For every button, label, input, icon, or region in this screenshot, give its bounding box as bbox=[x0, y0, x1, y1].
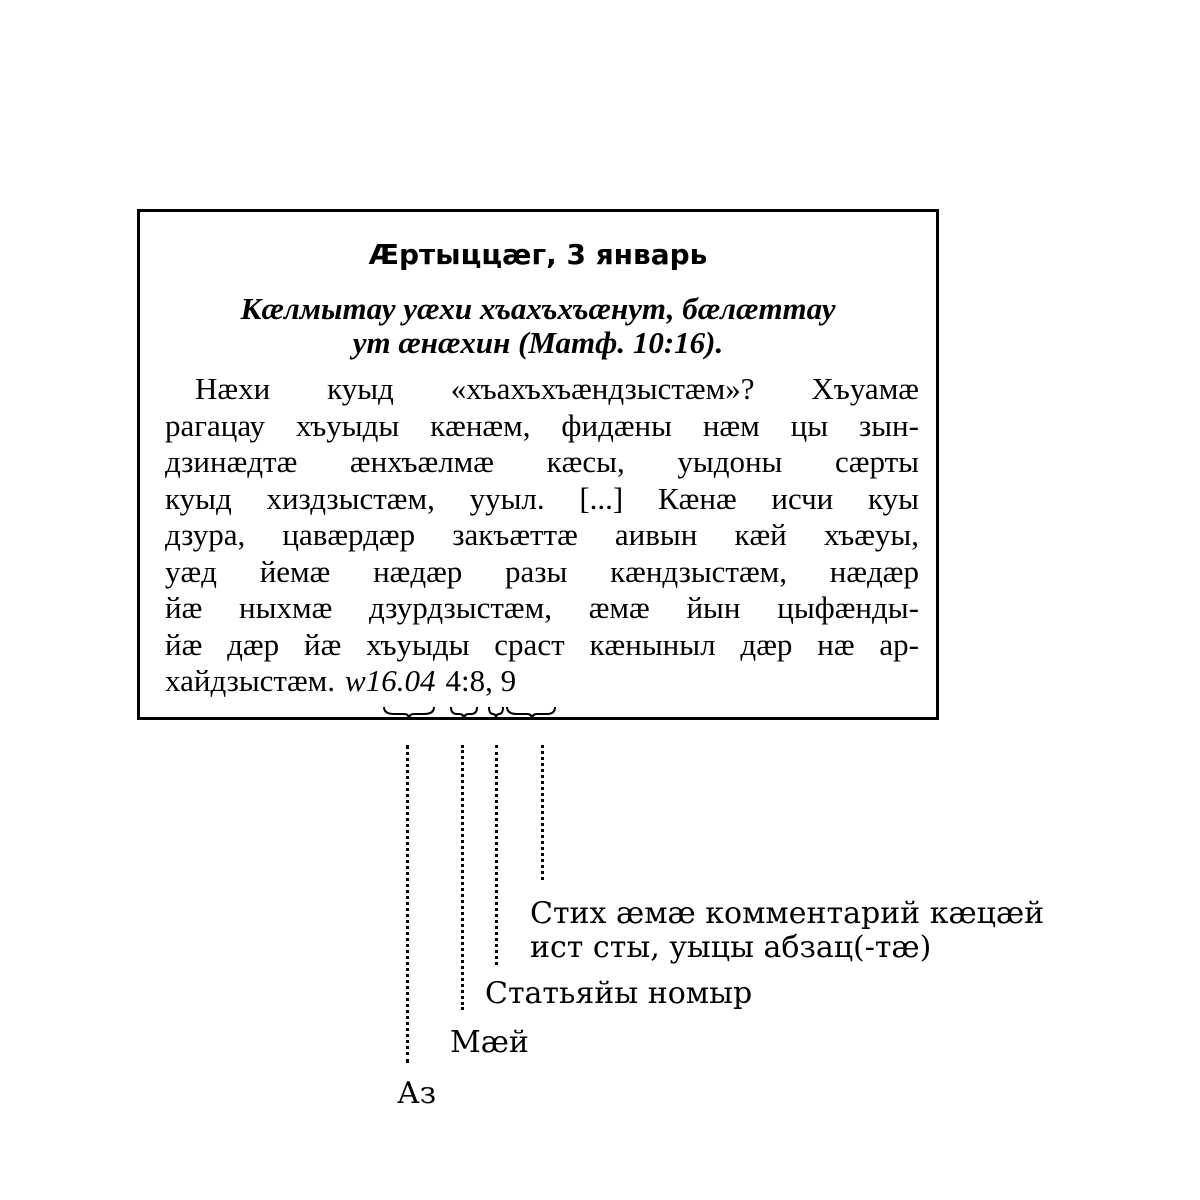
body-word: йемæ bbox=[259, 553, 331, 589]
legend-article-number: Статьяйы номыр bbox=[485, 976, 753, 1011]
body-word: кæнæм, bbox=[430, 407, 531, 443]
body-word: «хъахъхъæндзыстæм»? bbox=[450, 371, 755, 406]
body-word: йæ bbox=[165, 626, 203, 662]
body-word: фидæны bbox=[561, 407, 672, 443]
reference-location: 4:8, 9 bbox=[445, 663, 517, 698]
body-word: ар- bbox=[879, 626, 919, 662]
legend-month: Мæй bbox=[450, 1025, 529, 1060]
body-word: рагацау bbox=[165, 407, 266, 443]
body-word: закъæттæ bbox=[452, 517, 578, 552]
body-word: зын- bbox=[858, 407, 919, 443]
body-word: дæр bbox=[227, 626, 280, 662]
body-word: ныхмæ bbox=[239, 590, 333, 625]
legend-year: Аз bbox=[397, 1076, 437, 1111]
body-word: цы bbox=[790, 407, 829, 443]
body-word: Нæхи bbox=[195, 371, 271, 406]
body-word: цыфæнды- bbox=[777, 590, 919, 625]
body-word: кæныныл bbox=[589, 626, 716, 662]
body-word: сæрты bbox=[835, 444, 919, 479]
body-word: кæсы, bbox=[546, 444, 625, 479]
body-word: йын bbox=[686, 590, 741, 625]
body-word: кæндзыстæм, bbox=[610, 553, 788, 589]
body-word: хайдзыстæм. bbox=[165, 663, 336, 698]
reference-code: w16.04 bbox=[345, 663, 436, 698]
paragraph-brace bbox=[507, 707, 555, 719]
body-word: кæй bbox=[734, 517, 787, 552]
body-word: Хъуамæ bbox=[811, 371, 919, 406]
body-word: дзинæдтæ bbox=[165, 444, 298, 479]
body-word: [...] bbox=[579, 480, 624, 516]
body-word: уыдоны bbox=[677, 444, 783, 479]
body-word: разы bbox=[505, 553, 568, 589]
body-word: хъуыды bbox=[366, 626, 470, 662]
body-word: сраст bbox=[494, 626, 565, 662]
body-word: дæр bbox=[740, 626, 793, 662]
body-word: исчи bbox=[771, 480, 834, 516]
body-word: куыд bbox=[327, 371, 394, 406]
year-leader-line bbox=[406, 745, 412, 1063]
body-word: хиздзыстæм, bbox=[266, 480, 435, 516]
body-word: æмæ bbox=[588, 590, 650, 625]
year-brace bbox=[384, 707, 434, 719]
body-word: хъуыды bbox=[295, 407, 400, 443]
body-word: хъæуы, bbox=[823, 517, 919, 552]
body-word: аивын bbox=[614, 517, 698, 552]
body-word: нæм bbox=[702, 407, 760, 443]
month-leader-line bbox=[461, 745, 467, 1010]
body-word: куы bbox=[868, 480, 919, 516]
card-title: Ӕртыццæг, 3 январь bbox=[368, 238, 708, 271]
body-word: йæ bbox=[165, 590, 203, 625]
verse-line: ут æнæхин (Матф. 10:16). bbox=[352, 325, 724, 360]
body-word: цавæрдæр bbox=[282, 517, 416, 552]
paragraph-leader-line bbox=[541, 745, 547, 880]
body-word: нæдæр bbox=[829, 553, 919, 589]
body-word: уæд bbox=[165, 553, 217, 589]
body-word: дзура, bbox=[165, 517, 246, 552]
article-leader-line bbox=[495, 745, 501, 965]
legend-line: Стих æмæ комментарий кæцæй bbox=[530, 896, 1045, 931]
body-word: йæ bbox=[303, 626, 342, 662]
body-word: ууыл. bbox=[469, 480, 545, 516]
body-word: Кæнæ bbox=[658, 480, 737, 516]
legend-line: ист сты, уыцы абзац(-тæ) bbox=[530, 930, 932, 965]
article-brace bbox=[489, 707, 503, 719]
month-brace bbox=[451, 707, 477, 719]
body-word: æнхъæлмæ bbox=[349, 444, 494, 479]
body-word: дзурдзыстæм, bbox=[369, 590, 552, 625]
body-word: нæ bbox=[817, 626, 855, 662]
body-word: куыд bbox=[165, 480, 232, 516]
verse-line: Кæлмытау уæхи хъахъхъæнут, бæлæттау bbox=[240, 291, 836, 326]
legend-verse-comment bbox=[530, 897, 1044, 965]
body-word: нæдæр bbox=[373, 553, 463, 589]
